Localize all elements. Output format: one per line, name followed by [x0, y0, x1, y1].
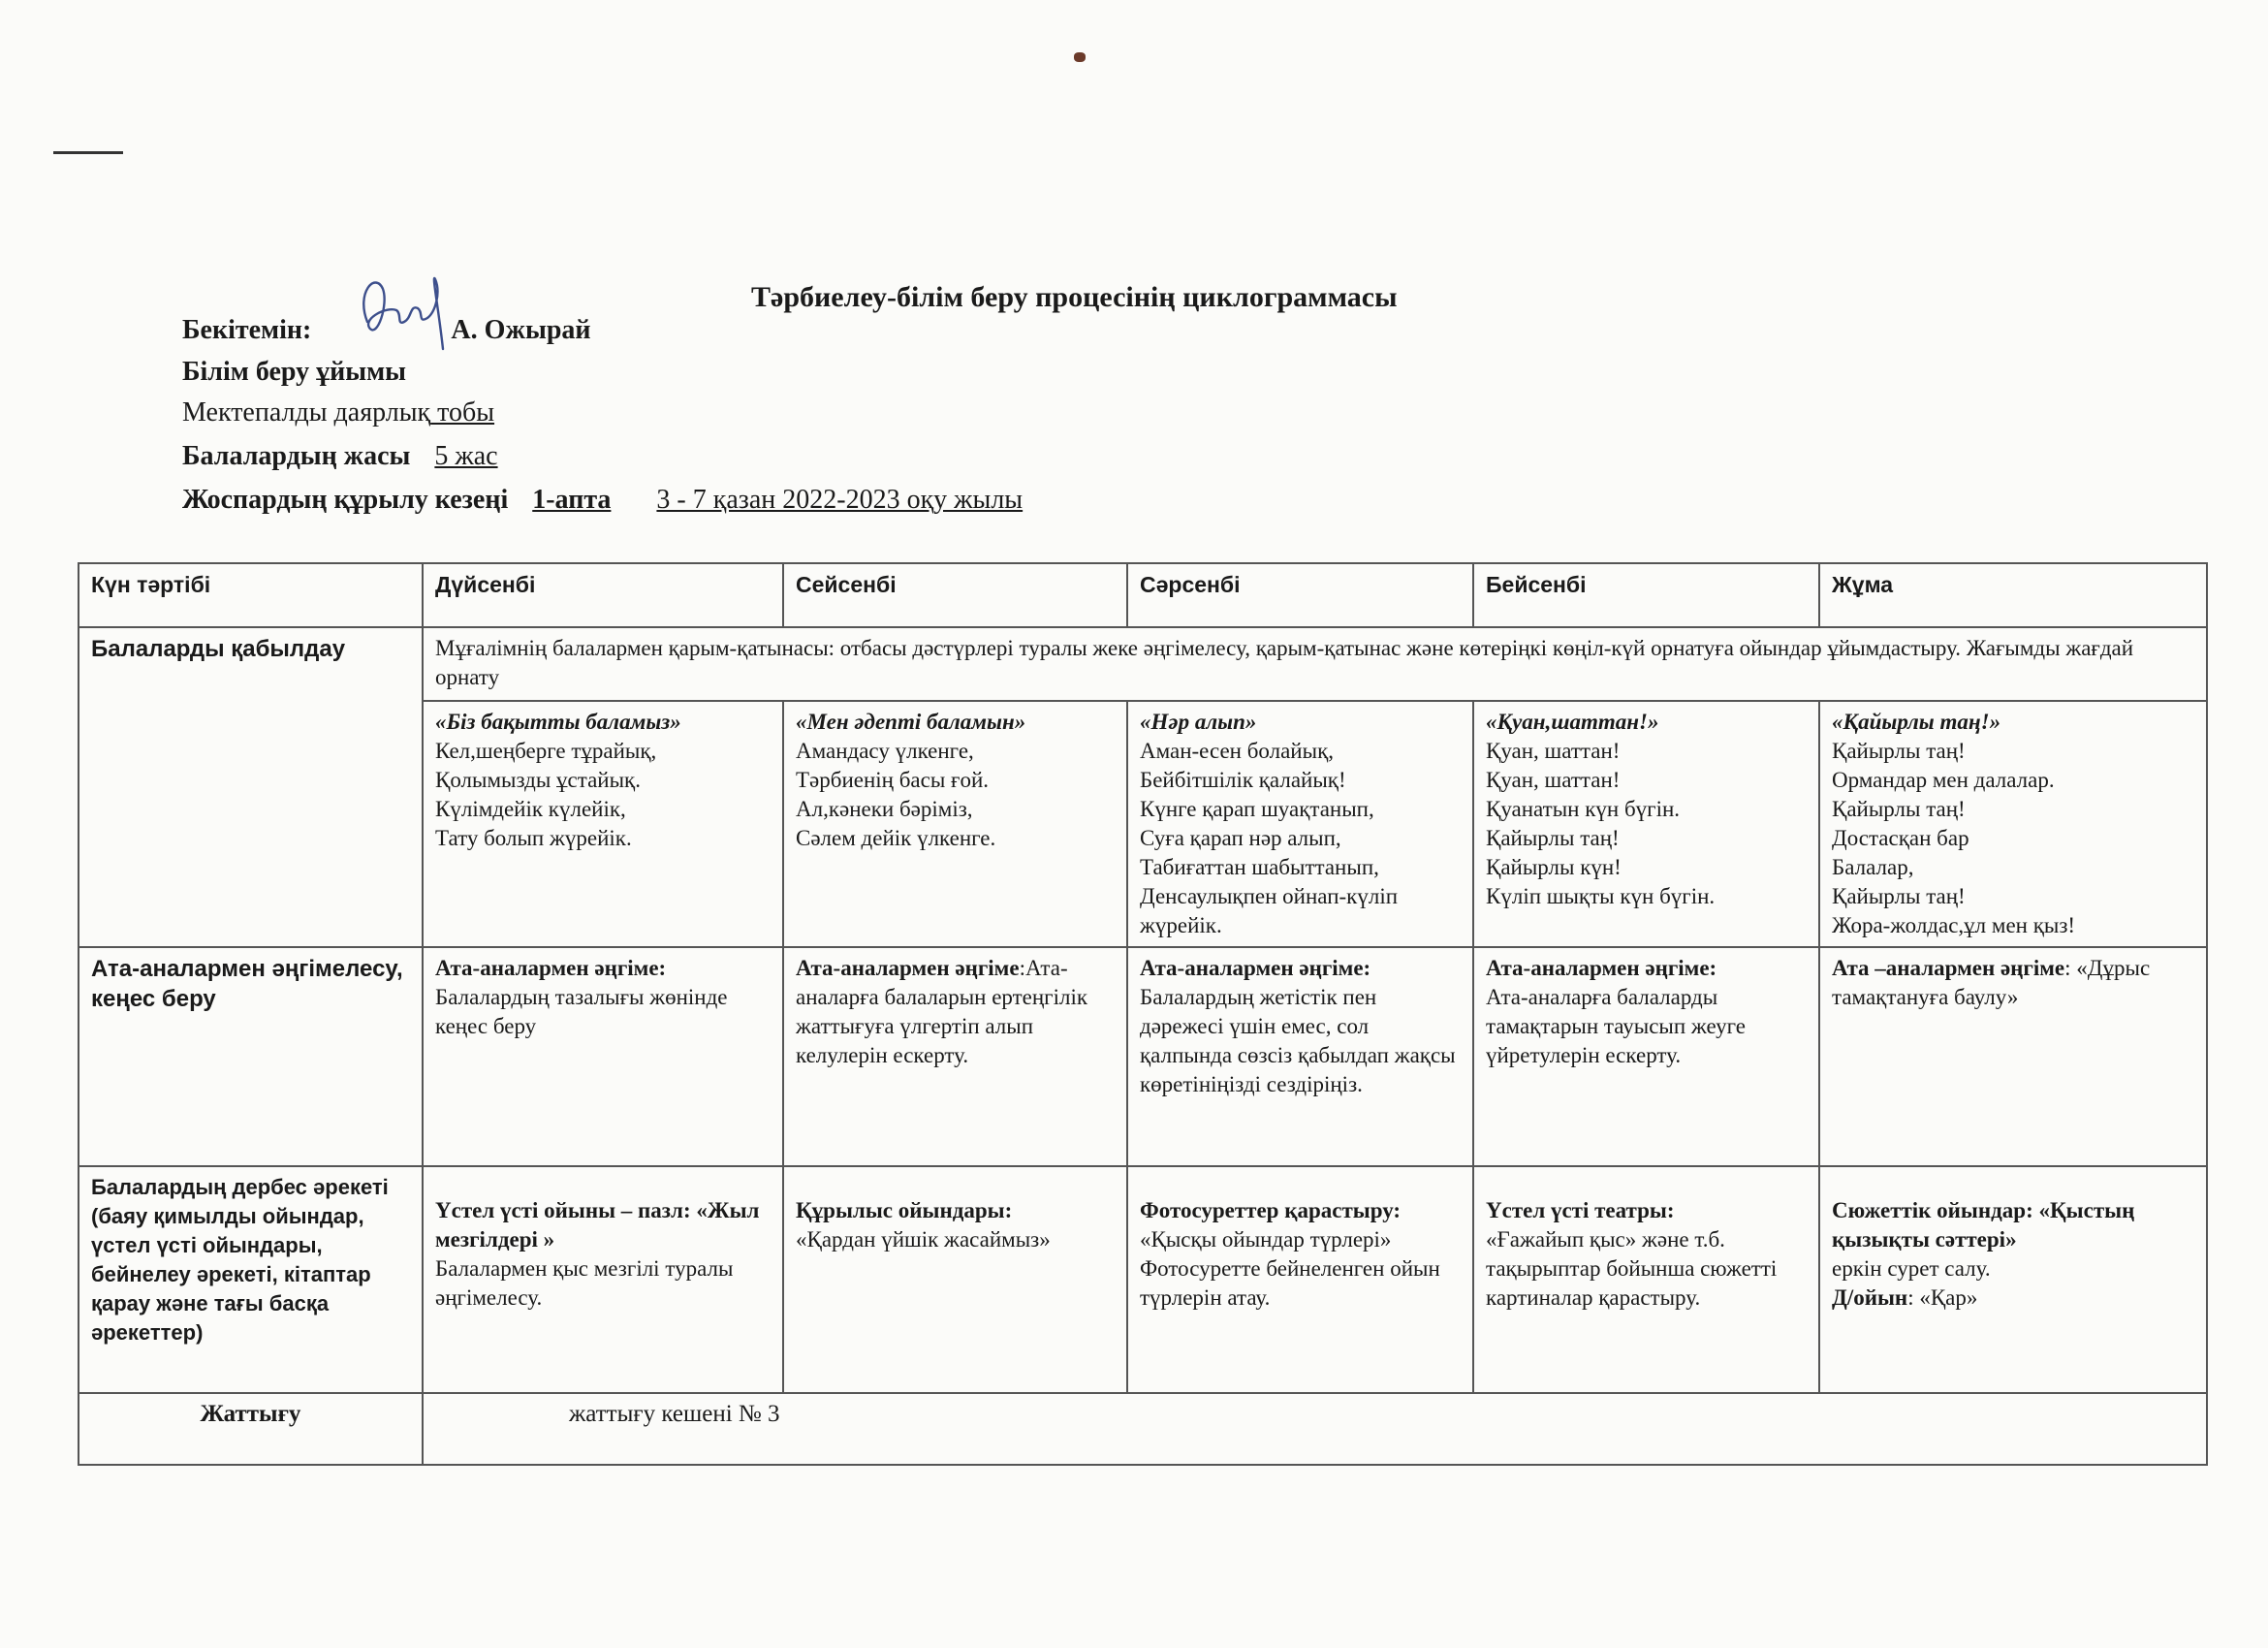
activity-wednesday [1127, 1166, 1473, 1393]
poem-line: Денсаулықпен ойнап-күліп жүрейік. [1140, 884, 1399, 937]
parents-label: Ата-аналармен әңгімелесу, кеңес беру [79, 947, 423, 1166]
parents-text: :Ата- аналарға балаларын ертеңгілік жаттығуға үлгертіп алып келулерін ескерту. [796, 956, 1088, 1067]
poem-line: Сәлем дейік үлкенге. [796, 826, 996, 850]
margin-dash [53, 151, 123, 154]
activity-row [79, 1166, 2207, 1393]
activity-text: Балалармен қыс мезгілі туралы әңгімелесу. [435, 1256, 734, 1310]
group-value: тобы [430, 397, 495, 428]
age-line [182, 441, 498, 472]
org-line [182, 357, 406, 388]
cyclogram-table [78, 562, 2208, 1466]
poem-line: Қайырлы таң! [1832, 739, 1966, 763]
activity-text: еркін сурет салу. [1832, 1256, 1991, 1281]
poem-thursday [1473, 701, 1819, 947]
period-line [182, 485, 1023, 516]
poem-line: Қуанатын күн бүгін. [1486, 797, 1681, 821]
poem-title: «Мен әдепті баламын» [796, 710, 1026, 734]
poem-line: Қайырлы таң! [1486, 826, 1620, 850]
activity-monday [423, 1166, 783, 1393]
parents-title: Ата –аналармен әңгіме [1832, 956, 2065, 980]
week-value: 1-апта [532, 485, 612, 515]
poem-title: «Қайырлы таң!» [1832, 710, 2001, 734]
org-label: Білім беру ұйымы [182, 357, 407, 387]
age-value: 5 жас [434, 441, 498, 471]
reception-note-row [79, 627, 2207, 701]
col-header-friday: Жұма [1819, 563, 2207, 627]
poem-line: Тәрбиенің басы ғой. [796, 768, 990, 792]
col-header-thursday: Бейсенбі [1473, 563, 1819, 627]
col-header-wednesday: Сәрсенбі [1127, 563, 1473, 627]
activity-title: Құрылыс ойындары: [796, 1198, 1013, 1222]
col-header-schedule: Күн тәртібі [79, 563, 423, 627]
poem-line: Күлімдейік күлейік, [435, 797, 626, 821]
exercise-row [79, 1393, 2207, 1465]
activity-label: Балалардың дербес әрекеті (баяу қимылды ойындар, үстел үсті ойындары, бейнелеу әрекеті, кітаптар қарау және тағы басқа әрекеттер) [79, 1166, 423, 1393]
group-line [182, 397, 494, 428]
age-label: Балалардың жасы [182, 441, 411, 471]
parents-friday [1819, 947, 2207, 1166]
parents-title: Ата-аналармен әңгіме: [1140, 956, 1371, 980]
poem-title: «Біз бақытты баламыз» [435, 710, 681, 734]
exercise-text: жаттығу кешені № 3 [423, 1393, 2207, 1465]
signature-icon [354, 254, 460, 361]
activity-title: Үстел үсті ойыны – пазл: «Жыл мезгілдері » [435, 1198, 760, 1252]
parents-wednesday [1127, 947, 1473, 1166]
poem-line: Жора-жолдас,ұл мен қыз! [1832, 913, 2076, 937]
parents-title: Ата-аналармен әңгіме: [1486, 956, 1717, 980]
poem-title: «Қуан,шаттан!» [1486, 710, 1659, 734]
page-title: Тәрбиелеу-білім беру процесінің циклограммасы [751, 281, 1398, 313]
col-header-tuesday: Сейсенбі [783, 563, 1127, 627]
activity-thursday [1473, 1166, 1819, 1393]
poem-monday [423, 701, 783, 947]
group-label: Мектепалды даярлық [182, 397, 431, 428]
parents-text: Балалардың тазалығы жөнінде кеңес беру [435, 985, 728, 1038]
poem-line: Қайырлы таң! [1832, 884, 1966, 908]
poem-line: Қайырлы күн! [1486, 855, 1622, 879]
reception-label: Балаларды қабылдау [79, 627, 423, 947]
poem-line: Достасқан бар [1832, 826, 1969, 850]
activity-title: Сюжеттік ойындар: «Қыстың қызықты сәттері» [1832, 1198, 2135, 1252]
activity-friday [1819, 1166, 2207, 1393]
poem-line: Ал,кәнеки бәріміз, [796, 797, 973, 821]
poem-line: Суға қарап нәр алып, [1140, 826, 1341, 850]
period-label: Жоспардың құрылу кезеңі [182, 485, 509, 515]
poem-line: Күліп шықты күн бүгін. [1486, 884, 1716, 908]
activity-text: «Ғажайып қыс» және т.б. тақырыптар бойынша сюжетті картиналар қарастыру. [1486, 1227, 1778, 1310]
poem-line: Бейбітшілік қалайық! [1140, 768, 1346, 792]
parents-text: : «Дұрыс тамақтануға баулу» [1832, 956, 2151, 1009]
header-row [79, 563, 2207, 627]
poem-friday [1819, 701, 2207, 947]
activity-title: Фотосуреттер қарастыру: [1140, 1198, 1402, 1222]
approved-label: Бекітемін: [182, 315, 312, 345]
poem-line: Аман-есен болайық, [1140, 739, 1334, 763]
parents-tuesday [783, 947, 1127, 1166]
parents-monday [423, 947, 783, 1166]
poem-line: Кел,шеңберге тұрайық, [435, 739, 657, 763]
parents-text: Балалардың жетістік пен дәрежесі үшін емес, сол қалпында сөзсіз қабылдап жақсы көретініңізді сездіріңіз. [1140, 985, 1456, 1096]
poem-line: Балалар, [1832, 855, 1914, 879]
parents-text: Ата-аналарға балаларды тамақтарын тауысып жеуге үйретулерін ескерту. [1486, 985, 1746, 1067]
poem-line: Тату болып жүрейік. [435, 826, 632, 850]
activity-title: Үстел үсті театры: [1486, 1198, 1675, 1222]
activity-extra-label: Д/ойын [1832, 1285, 1908, 1310]
reception-note: Мұғалімнің балалармен қарым-қатынасы: отбасы дәстүрлері туралы жеке әңгімелесу, қарым-қатынас және көтеріңкі көңіл-күй орнатуға ойындар ұйымдастыру. Жағымды жағдай орнату [423, 627, 2207, 701]
col-header-monday: Дүйсенбі [423, 563, 783, 627]
poem-wednesday [1127, 701, 1473, 947]
poem-line: Амандасу үлкенге, [796, 739, 974, 763]
poem-line: Қолымызды ұстайық. [435, 768, 641, 792]
approved-name: А. Ожырай [451, 315, 591, 345]
activity-extra-text: : «Қар» [1907, 1285, 1978, 1310]
poem-line: Қуан, шаттан! [1486, 739, 1621, 763]
poem-line: Күнге қарап шуақтанып, [1140, 797, 1374, 821]
parents-title: Ата-аналармен әңгіме [796, 956, 1020, 980]
dates-value: 3 - 7 қазан 2022-2023 оқу жылы [656, 485, 1024, 515]
parents-row [79, 947, 2207, 1166]
parents-thursday [1473, 947, 1819, 1166]
activity-text: «Қысқы ойындар түрлері» Фотосуретте бейнеленген ойын түрлерін атау. [1140, 1227, 1440, 1310]
paper-speck [1074, 52, 1086, 62]
activity-tuesday [783, 1166, 1127, 1393]
poem-tuesday [783, 701, 1127, 947]
exercise-label: Жаттығу [79, 1393, 423, 1465]
poem-line: Қуан, шаттан! [1486, 768, 1621, 792]
poem-line: Қайырлы таң! [1832, 797, 1966, 821]
poem-line: Табиғаттан шабыттанып, [1140, 855, 1379, 879]
activity-text: «Қардан үйшік жасаймыз» [796, 1227, 1051, 1252]
poem-line: Ормандар мен далалар. [1832, 768, 2055, 792]
parents-title: Ата-аналармен әңгіме: [435, 956, 667, 980]
poem-title: «Нәр алып» [1140, 710, 1257, 734]
